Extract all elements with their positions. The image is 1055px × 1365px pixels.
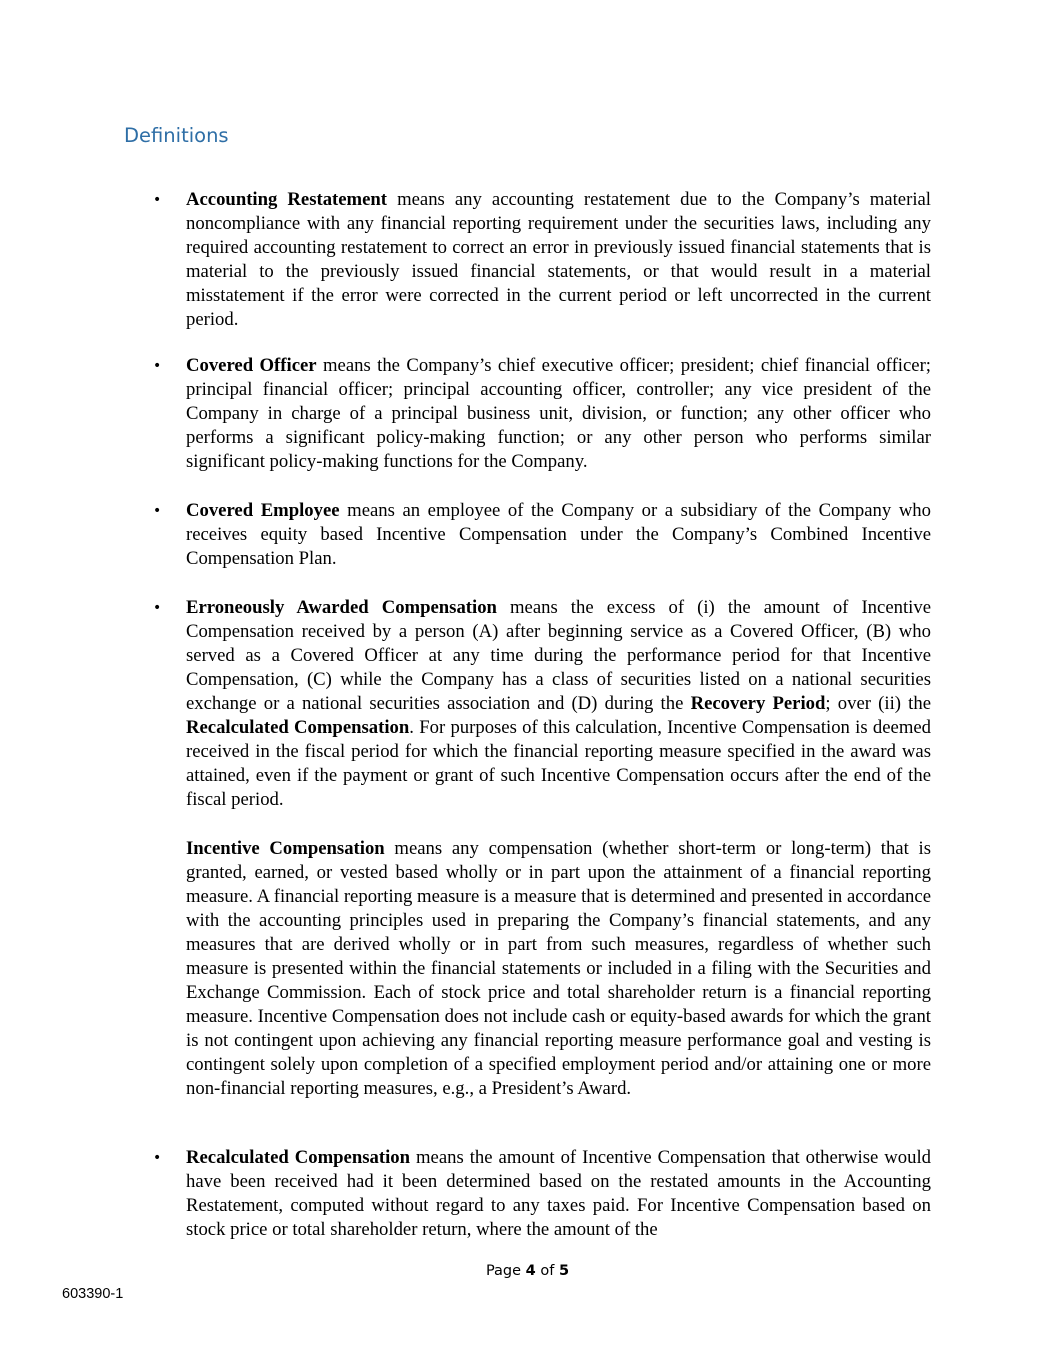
document-id: 603390-1 xyxy=(62,1286,124,1302)
section-heading: Definitions xyxy=(124,124,229,147)
definition-body: means the amount of Incentive Compensation that otherwise would have been received had it been determined based on the restated amounts in the Accounting Restatement, computed without regard to any taxes paid. For Incentive Compensation based on stock price or total shareholder return, where the amount of the xyxy=(186,1147,931,1240)
definition-incentive-compensation xyxy=(186,837,931,1101)
definition-term: Incentive Compensation xyxy=(186,838,385,859)
definition-body: means an employee of the Company or a subsidiary of the Company who receives equity based Incentive Compensation under the Company’s Combined Incentive Compensation Plan. xyxy=(186,500,931,569)
bullet-icon: • xyxy=(153,192,162,208)
definition-body: means the excess of (i) the amount of Incentive Compensation received by a person (A) after beginning service as a Covered Officer, (B) who served as a Covered Officer at any time during the performance period for that Incentive Compensation, (C) while the Company has a class of securities listed on a national securities exchange or a national securities association and (D) during the xyxy=(186,597,931,714)
definition-covered-employee xyxy=(153,499,931,571)
definition-body: ; over (ii) the xyxy=(825,693,932,714)
definition-accounting-restatement xyxy=(153,188,931,332)
definition-text xyxy=(186,188,931,332)
definition-term: Accounting Restatement xyxy=(186,189,388,210)
definition-term: Covered Employee xyxy=(186,500,340,521)
definition-text xyxy=(186,1146,931,1242)
definition-term: Erroneously Awarded Compensation xyxy=(186,597,497,618)
definition-term: Covered Officer xyxy=(186,355,317,376)
definition-body: means any compensation (whether short-term or long-term) that is granted, earned, or vested based wholly or in part upon the attainment of a financial reporting measure. A financial reporting measure is a measure that is determined and presented in accordance with the accounting principles used in preparing the Company’s financial statements, and any measures that are derived wholly or in part from such measures, regardless of whether such measure is presented within the financial statements or included in a filing with the Securities and Exchange Commission. Each of stock price and total shareholder return is a financial reporting measure. Incentive Compensation does not include cash or equity-based awards for which the grant is not contingent upon achieving any financial reporting measure performance goal and vesting is contingent solely upon completion of a specified employment period and/or attaining one or more non-financial reporting measures, e.g., a President’s Award. xyxy=(186,838,931,1099)
definition-body: . For purposes of this calculation, Incentive Compensation is deemed received in the fiscal period for which the financial reporting measure specified in the award was attained, even if the payment or grant of such Incentive Compensation occurs after the end of the fiscal period. xyxy=(186,717,931,810)
bullet-icon: • xyxy=(153,503,162,519)
definition-text xyxy=(186,837,931,1101)
definition-covered-officer xyxy=(153,354,931,474)
bullet-icon: • xyxy=(153,600,162,616)
definition-body: means any accounting restatement due to the Company’s material noncompliance with any financial reporting requirement under the securities laws, including any required accounting restatement to correct an error in previously issued financial statements that is material to the previously issued financial statements, or that would result in a material misstatement if the error were corrected in the current period or left uncorrected in the current period. xyxy=(186,189,931,330)
inline-term-recovery-period: Recovery Period xyxy=(690,693,826,714)
inline-term-recalculated-compensation: Recalculated Compensation xyxy=(186,717,410,738)
page-number: 4 xyxy=(525,1263,536,1279)
of-label: of xyxy=(535,1263,559,1279)
page-total: 5 xyxy=(558,1263,570,1279)
definition-recalculated-compensation xyxy=(153,1146,931,1242)
definition-term: Recalculated Compensation xyxy=(186,1147,410,1168)
definition-text xyxy=(186,596,931,812)
definition-text xyxy=(186,354,931,474)
bullet-icon: • xyxy=(153,1150,162,1166)
bullet-icon: • xyxy=(153,358,162,374)
page-label: Page xyxy=(485,1263,526,1279)
page-footer xyxy=(0,1263,1055,1279)
definition-text xyxy=(186,499,931,571)
definition-body: means the Company’s chief executive officer; president; chief financial officer; principal financial officer; principal accounting officer, controller; any vice president of the Company in charge of a principal business unit, division, or function; any other officer who performs a significant policy-making function; or any other person who performs similar significant policy-making functions for the Company. xyxy=(186,355,931,472)
definition-erroneously-awarded-compensation xyxy=(153,596,932,812)
